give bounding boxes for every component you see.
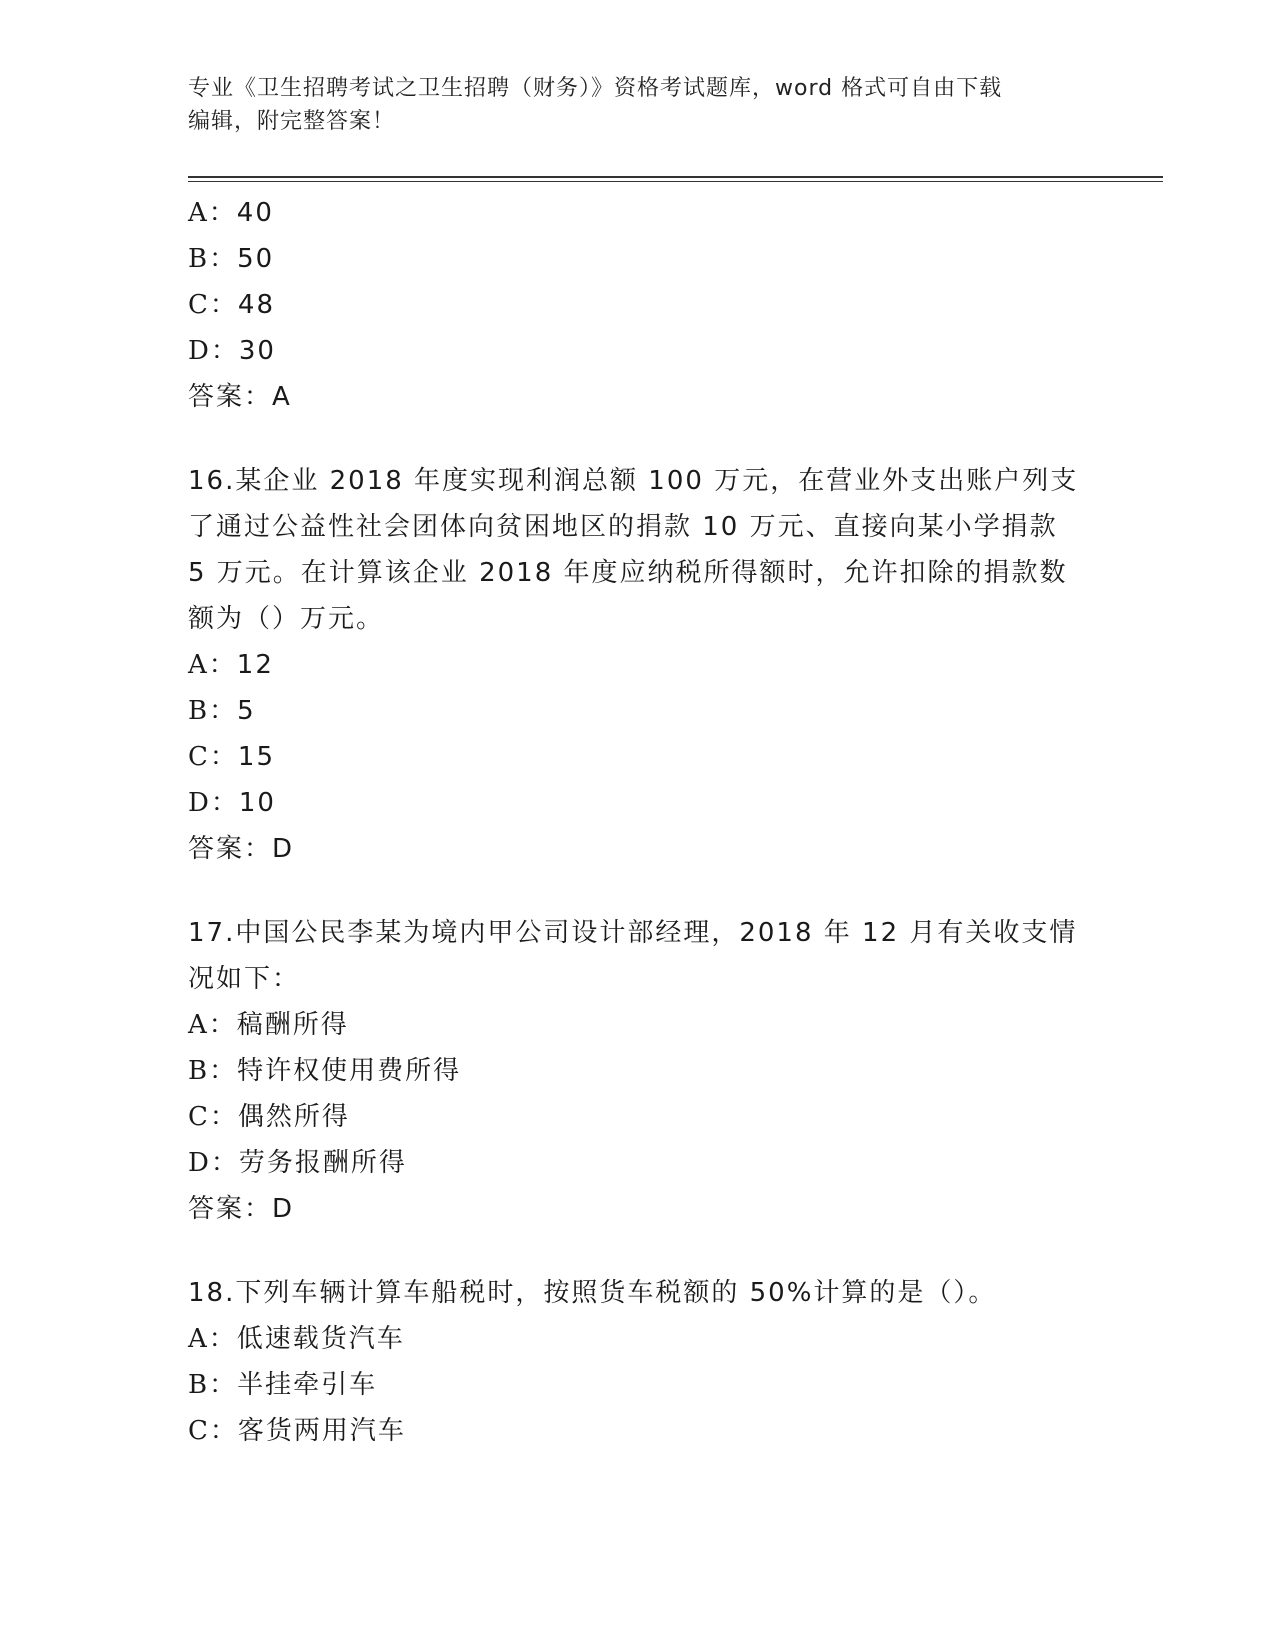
header-divider-thin [188, 181, 1163, 182]
answer: 答案：D [188, 834, 295, 864]
question-text [188, 1270, 1088, 1316]
answer: 答案：D [188, 1194, 295, 1224]
document-content [188, 190, 1088, 1454]
page-header: 专业《卫生招聘考试之卫生招聘（财务）》资格考试题库，word 格式可自由下载 编辑，附完整答案！ [188, 76, 1003, 134]
option-b: B：5 [188, 696, 256, 726]
option-a: A：低速载货汽车 [188, 1324, 405, 1354]
option-d: D：30 [188, 336, 276, 366]
question-line: 了通过公益性社会团体向贫困地区的捐款 10 万元、直接向某小学捐款 [188, 512, 1058, 542]
question-line: 16.某企业 2018 年度实现利润总额 100 万元，在营业外支出账户列支 [188, 466, 1079, 496]
option-d: D：劳务报酬所得 [188, 1148, 407, 1178]
option-c: C：48 [188, 290, 275, 320]
question-text [188, 910, 1088, 1002]
header-divider-thick [188, 176, 1163, 178]
question-16 [188, 458, 1088, 872]
question-line: 况如下： [188, 964, 301, 994]
option-a: A：稿酬所得 [188, 1010, 349, 1040]
option-b: B：特许权使用费所得 [188, 1056, 462, 1086]
question-line: 额为（）万元。 [188, 604, 385, 634]
option-b: B：半挂牵引车 [188, 1370, 378, 1400]
option-d: D：10 [188, 788, 276, 818]
question-line: 17.中国公民李某为境内甲公司设计部经理，2018 年 12 月有关收支情 [188, 918, 1078, 948]
question-text [188, 458, 1088, 642]
option-a: A：12 [188, 650, 274, 680]
option-c: C：客货两用汽车 [188, 1416, 406, 1446]
option-c: C：偶然所得 [188, 1102, 350, 1132]
question-15 [188, 190, 1088, 420]
question-18 [188, 1270, 1088, 1454]
question-line: 5 万元。在计算该企业 2018 年度应纳税所得额时，允许扣除的捐款数 [188, 558, 1068, 588]
option-a: A：40 [188, 198, 274, 228]
question-line: 18.下列车辆计算车船税时，按照货车税额的 50%计算的是（）。 [188, 1278, 997, 1308]
question-17 [188, 910, 1088, 1232]
answer: 答案：A [188, 382, 292, 412]
option-c: C：15 [188, 742, 275, 772]
option-b: B：50 [188, 244, 275, 274]
